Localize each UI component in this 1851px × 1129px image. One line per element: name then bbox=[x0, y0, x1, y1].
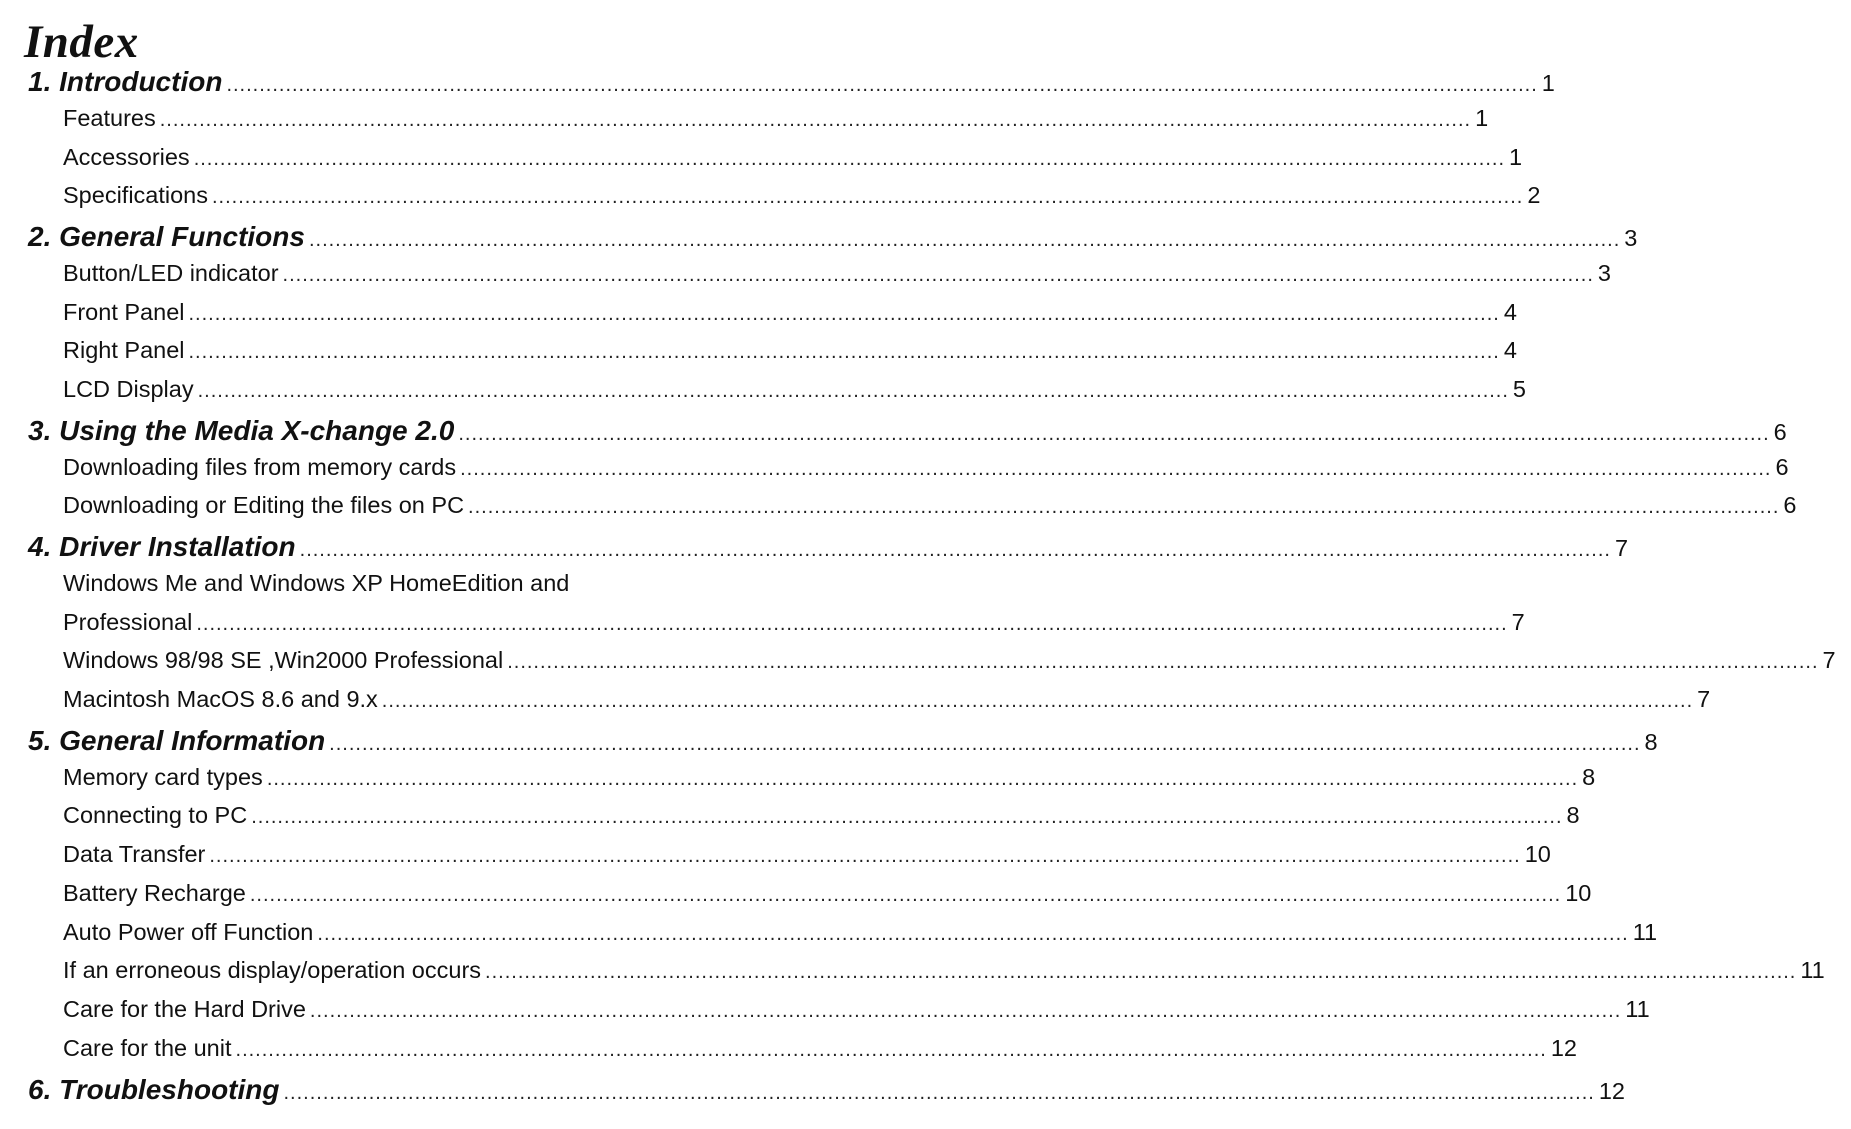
toc-entry-text: Specifications bbox=[63, 182, 208, 209]
toc-page-number: 8 bbox=[1582, 763, 1596, 790]
toc-page-number: 10 bbox=[1524, 841, 1551, 867]
dot-leader: ........................................................................................................................................................................................................ bbox=[193, 147, 1506, 170]
toc-page-number: 3 bbox=[1597, 259, 1611, 286]
toc-entry bbox=[63, 841, 1551, 879]
toc-entry bbox=[63, 259, 1611, 298]
dot-leader: ........................................................................................................................................................................................................ bbox=[188, 302, 1500, 325]
toc-entry-text: Care for the unit bbox=[63, 1034, 232, 1061]
toc-page-number: 4 bbox=[1503, 337, 1517, 364]
toc-page-number: 7 bbox=[1697, 686, 1711, 712]
toc-entry bbox=[63, 647, 1836, 685]
dot-leader: ........................................................................................................................................................................................................ bbox=[159, 108, 1472, 131]
toc-entry-text: Macintosh MacOS 8.6 and 9.x bbox=[63, 686, 378, 712]
toc-entry-text: Features bbox=[63, 104, 156, 131]
toc-entry bbox=[63, 104, 1489, 143]
dot-leader: ........................................................................................................................................................................................................ bbox=[266, 767, 1579, 790]
dot-leader: ........................................................................................................................................................................................................ bbox=[226, 74, 1538, 96]
toc-entry-text: Downloading files from memory cards bbox=[63, 453, 457, 480]
toc-entry bbox=[63, 1034, 1577, 1073]
toc-page-number: 8 bbox=[1644, 728, 1658, 755]
toc-entry-text: Windows 98/98 SE ,Win2000 Professional bbox=[63, 647, 504, 674]
toc-entry-text: 2. General Functions bbox=[28, 221, 305, 252]
dot-leader: ........................................................................................................................................................................................................ bbox=[249, 883, 1562, 906]
toc-entry-text: Accessories bbox=[63, 143, 190, 170]
dot-leader: ........................................................................................................................................................................................................ bbox=[507, 651, 1819, 674]
toc-page-number: 4 bbox=[1503, 298, 1517, 325]
toc-entry-text: Memory card types bbox=[63, 763, 263, 790]
toc-entry bbox=[63, 337, 1517, 375]
toc-entry bbox=[63, 492, 1797, 530]
toc-page-number: 6 bbox=[1783, 492, 1797, 519]
toc-entry-text: Windows Me and Windows XP HomeEdition and bbox=[63, 569, 570, 596]
toc-section-entry bbox=[28, 531, 1629, 569]
toc-section-entry bbox=[28, 724, 1658, 763]
dot-leader: ........................................................................................................................................................................................................ bbox=[209, 845, 1521, 867]
toc-entry-text: 3. Using the Media X-change 2.0 bbox=[28, 414, 455, 446]
toc-page-number: 11 bbox=[1632, 918, 1658, 945]
dot-leader: ........................................................................................................................................................................................................ bbox=[485, 961, 1797, 984]
toc-page-number: 8 bbox=[1566, 802, 1580, 829]
toc-page-number: 7 bbox=[1822, 647, 1836, 674]
toc-entry-text: 4. Driver Installation bbox=[28, 531, 296, 562]
toc-entry-text: Data Transfer bbox=[63, 841, 206, 867]
toc-entry-text: 6. Troubleshooting bbox=[28, 1073, 280, 1105]
toc-entry-text: Front Panel bbox=[63, 298, 185, 325]
toc-entry bbox=[63, 376, 1526, 414]
toc-entry bbox=[63, 879, 1592, 918]
toc-entry bbox=[63, 143, 1523, 182]
toc-entry-text: Care for the Hard Drive bbox=[63, 996, 306, 1022]
toc-entry bbox=[63, 570, 780, 608]
toc-entry bbox=[63, 996, 1650, 1034]
dot-leader: ........................................................................................................................................................................................................ bbox=[196, 612, 1508, 635]
dot-leader: ........................................................................................................................................................................................................ bbox=[282, 263, 1594, 286]
toc-entry bbox=[63, 182, 1541, 220]
dot-leader: ........................................................................................................................................................................................................ bbox=[458, 422, 1770, 445]
toc-entry-text: Professional bbox=[63, 608, 193, 635]
toc-entry-text: 5. General Information bbox=[28, 724, 326, 756]
toc-page-number: 6 bbox=[1775, 453, 1789, 480]
toc-page-number: 5 bbox=[1512, 376, 1526, 402]
dot-leader: ........................................................................................................................................................................................................ bbox=[299, 539, 1611, 561]
dot-leader: ........................................................................................................................................................................................................ bbox=[251, 806, 1563, 829]
page-title: Index bbox=[24, 16, 139, 68]
toc-page-number: 11 bbox=[1625, 996, 1650, 1022]
dot-leader: ........................................................................................................................................................................................................ bbox=[460, 457, 1772, 480]
toc-section-entry bbox=[28, 66, 1555, 104]
toc-entry bbox=[63, 957, 1825, 995]
toc-entry-text: Button/LED indicator bbox=[63, 259, 279, 286]
dot-leader: ........................................................................................................................................................................................................ bbox=[329, 732, 1641, 755]
toc-entry-text: If an erroneous display/operation occurs bbox=[63, 957, 482, 984]
toc-page-number: 1 bbox=[1509, 143, 1523, 170]
toc-section-entry bbox=[28, 414, 1787, 453]
toc-entry-text: LCD Display bbox=[63, 376, 194, 402]
toc-page-number: 12 bbox=[1598, 1077, 1625, 1104]
dot-leader: ........................................................................................................................................................................................................ bbox=[235, 1038, 1547, 1061]
toc-page-number: 10 bbox=[1565, 879, 1592, 906]
dot-leader: ........................................................................................................................................................................................................ bbox=[188, 341, 1500, 364]
toc-entry bbox=[63, 802, 1580, 840]
toc-entry-text: 1. Introduction bbox=[28, 66, 223, 97]
dot-leader: ........................................................................................................................................................................................................ bbox=[381, 690, 1694, 712]
dot-leader: ........................................................................................................................................................................................................ bbox=[212, 186, 1524, 209]
toc-page-number: 7 bbox=[1614, 535, 1629, 561]
toc-entry bbox=[63, 453, 1789, 492]
toc-page-number: 7 bbox=[1511, 608, 1525, 635]
dot-leader: ........................................................................................................................................................................................................ bbox=[309, 1000, 1622, 1022]
toc-entry bbox=[63, 918, 1658, 957]
dot-leader: ........................................................................................................................................................................................................ bbox=[308, 229, 1621, 251]
dot-leader: ........................................................................................................................................................................................................ bbox=[197, 380, 1509, 402]
toc-page-number: 12 bbox=[1550, 1034, 1577, 1061]
toc-entry bbox=[63, 298, 1517, 337]
dot-leader: ........................................................................................................................................................................................................ bbox=[317, 922, 1629, 945]
toc-entry bbox=[63, 686, 1711, 724]
toc-entry-text: Battery Recharge bbox=[63, 879, 246, 906]
toc-page-number: 2 bbox=[1527, 182, 1541, 209]
toc-page-number: 6 bbox=[1773, 418, 1787, 445]
toc-entry-text: Auto Power off Function bbox=[63, 918, 314, 945]
toc-entry-text: Downloading or Editing the files on PC bbox=[63, 492, 465, 519]
toc-page-number: 11 bbox=[1800, 957, 1825, 984]
toc-entry-text: Connecting to PC bbox=[63, 802, 248, 829]
toc-section-entry bbox=[28, 221, 1638, 259]
toc-page-number: 1 bbox=[1541, 70, 1555, 96]
toc-page-number: 3 bbox=[1624, 225, 1638, 251]
dot-leader: ........................................................................................................................................................................................................ bbox=[283, 1081, 1595, 1104]
toc-page-number: 1 bbox=[1475, 104, 1489, 131]
toc-entry bbox=[63, 763, 1596, 802]
toc-entry bbox=[63, 608, 1525, 647]
toc-entry-text: Right Panel bbox=[63, 337, 185, 364]
dot-leader: ........................................................................................................................................................................................................ bbox=[468, 496, 1780, 519]
toc-section-entry bbox=[28, 1073, 1625, 1112]
